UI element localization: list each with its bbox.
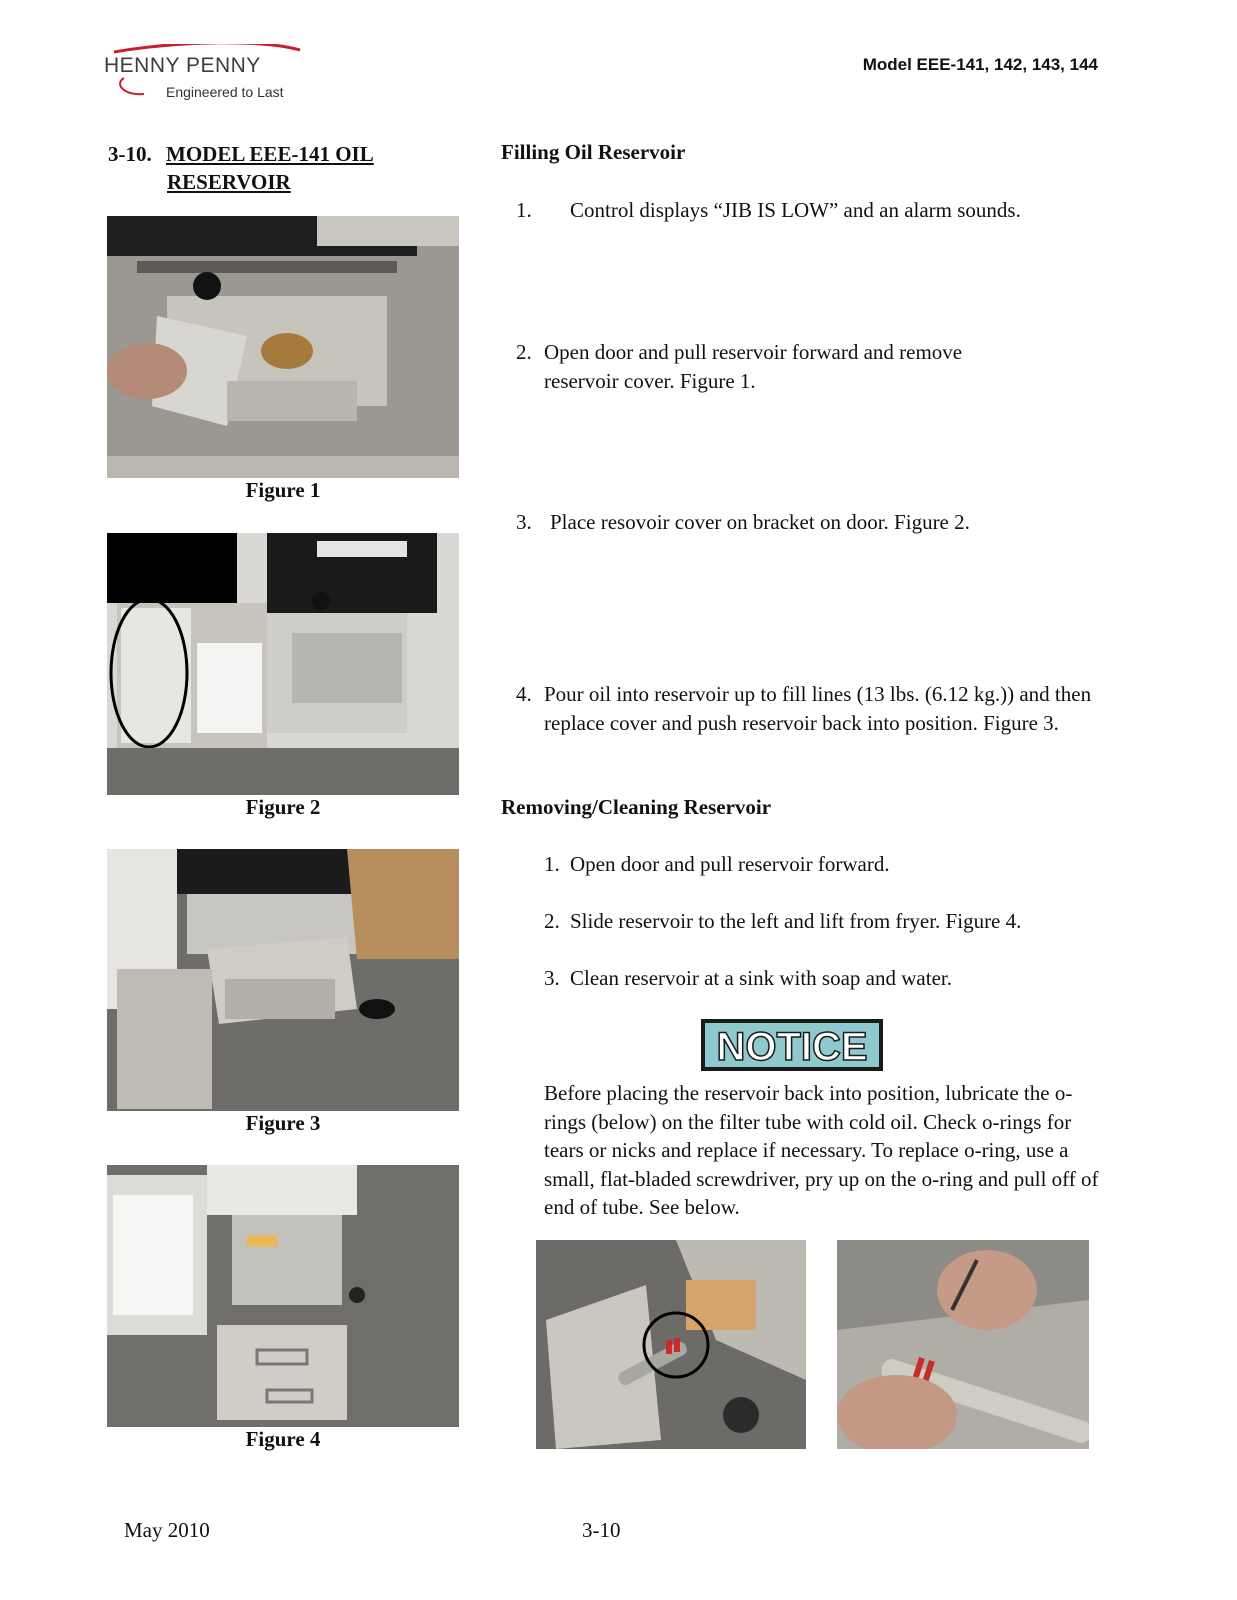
filling-step-2 <box>516 338 1076 396</box>
logo-tagline: Engineered to Last <box>166 84 284 100</box>
footer-date: May 2010 <box>124 1518 210 1542</box>
footer-page-number: 3-10 <box>582 1518 621 1542</box>
figure-4-caption: Figure 4 <box>245 1427 321 1451</box>
step-number: 1. <box>516 198 532 222</box>
section-number: 3-10. <box>108 142 152 166</box>
step-text: Open door and pull reservoir forward. <box>570 852 890 876</box>
step-number: 3. <box>516 510 532 534</box>
reservoir-removed-image <box>107 1165 459 1427</box>
figure-3-photo <box>107 849 459 1111</box>
step-number: 4. <box>516 682 532 706</box>
figure-2-photo <box>107 533 459 795</box>
cover-on-door-bracket-image <box>107 533 459 795</box>
figure-3-caption: Figure 3 <box>245 1111 321 1135</box>
notice-text: Before placing the reservoir back into position, lubricate the o-rings (below) on the filter tube with cold oil. Check o-rings for tears or nicks and replace if necessary. To replace o-ring, use a small, flat-bladed screwdriver, pry up on the o-ring and pull off of end of tube. See below. <box>544 1081 1099 1219</box>
filling-step-4 <box>516 680 1096 738</box>
notice-badge <box>700 1018 884 1072</box>
step-number: 3. <box>544 966 560 990</box>
oring-removal-photo <box>837 1240 1089 1449</box>
section-title-line2: RESERVOIR <box>167 170 291 194</box>
step-text: Clean reservoir at a sink with soap and water. <box>570 966 952 990</box>
model-number: Model EEE-141, 142, 143, 144 <box>862 55 1098 74</box>
step-text: Open door and pull reservoir forward and remove reservoir cover. Figure 1. <box>544 340 963 393</box>
logo-brand-text: HENNY PENNY <box>104 54 261 77</box>
figure-4-photo <box>107 1165 459 1427</box>
reservoir-cover-removal-image <box>107 216 459 478</box>
removing-heading: Removing/Cleaning Reservoir <box>501 795 772 819</box>
figure-2-caption: Figure 2 <box>245 795 321 819</box>
notice-label-icon <box>700 1018 884 1072</box>
oring-location-photo <box>536 1240 806 1449</box>
figure-1-caption: Figure 1 <box>245 478 321 502</box>
henny-penny-logo <box>104 44 304 104</box>
step-number: 2. <box>544 909 560 933</box>
step-text: Pour oil into reservoir up to fill lines (13 lbs. (6.12 kg.)) and then replace cover and push reservoir back into position. Figure 3. <box>544 682 1092 735</box>
step-text: Slide reservoir to the left and lift from fryer. Figure 4. <box>570 909 1022 933</box>
notice-label: NOTICE <box>716 1025 868 1069</box>
filter-tube-oring-image <box>536 1240 806 1449</box>
section-title-line1: MODEL EEE-141 OIL <box>166 142 374 166</box>
step-number: 2. <box>516 340 532 364</box>
filling-heading: Filling Oil Reservoir <box>501 140 686 164</box>
section-title <box>108 140 374 196</box>
step-number: 1. <box>544 852 560 876</box>
figure-1-photo <box>107 216 459 478</box>
screwdriver-prying-oring-image <box>837 1240 1089 1449</box>
pour-oil-into-reservoir-image <box>107 849 459 1111</box>
step-text: Control displays “JIB IS LOW” and an alarm sounds. <box>570 198 1021 222</box>
step-text: Place resovoir cover on bracket on door. Figure 2. <box>550 510 970 534</box>
